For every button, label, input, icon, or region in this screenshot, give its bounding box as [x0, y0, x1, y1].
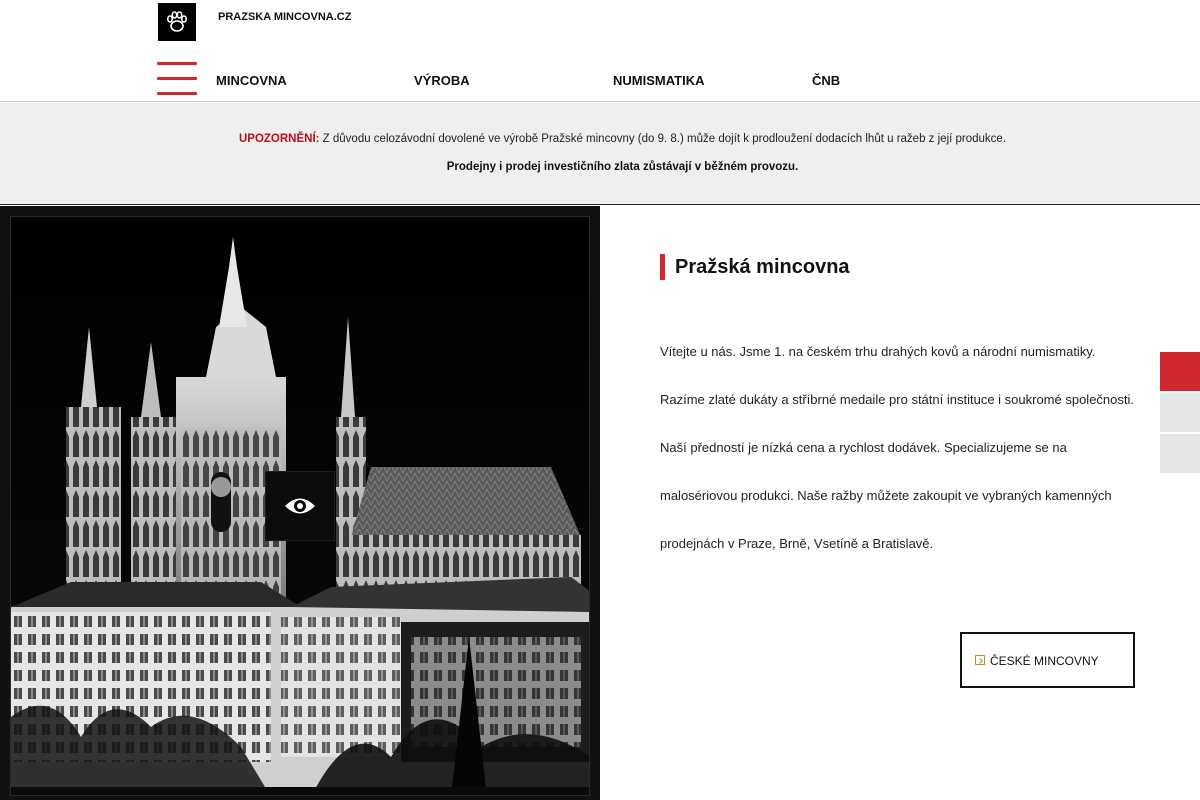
side-tab-1[interactable]: [1160, 352, 1200, 391]
paw-icon: [163, 8, 191, 36]
intro-paragraph-5: prodejnách v Praze, Brně, Vsetíně a Bratislavě.: [660, 536, 934, 551]
intro-paragraph-3: Naší předností je nízká cena a rychlost dodávek. Specializujeme se na: [660, 440, 1067, 455]
intro-paragraph-1: Vítejte u nás. Jsme 1. na českém trhu drahých kovů a národní numismatiky.: [660, 344, 1096, 359]
notice-text: [0, 133, 1200, 145]
intro-paragraph-2: Razíme zlaté dukáty a stříbrné medaile pro státní instituce i soukromé společnosti.: [660, 392, 1134, 407]
notice-label: UPOZORNĚNÍ:: [238, 133, 320, 145]
page-title: Pražská mincovna: [675, 256, 850, 278]
hamburger-menu-icon[interactable]: [157, 62, 197, 96]
logo[interactable]: [158, 3, 196, 41]
nav-item-mincovna[interactable]: MINCOVNA: [216, 73, 287, 88]
notice-message: Z důvodu celozávodní dovolené ve výrobě Pražské mincovny (do 9. 8.) může dojít k prodloužení dodacích lhůt u ražeb z její produkce.: [319, 133, 1007, 145]
cta-label: ČESKÉ MINCOVNY: [990, 654, 1099, 668]
site-name[interactable]: PRAZSKA MINCOVNA.CZ: [218, 11, 352, 23]
arrow-right-box-icon: [975, 655, 985, 665]
notice-secondary-text: Prodejny i prodej investičního zlata zůstávají v běžném provozu.: [446, 161, 799, 173]
title-accent-bar: [660, 254, 665, 280]
ceske-mincovny-button[interactable]: [960, 632, 1135, 688]
site-header: [0, 0, 1200, 102]
nav-item-cnb[interactable]: ČNB: [812, 73, 841, 88]
view-image-button[interactable]: [265, 471, 335, 541]
nav-item-numismatika[interactable]: NUMISMATIKA: [613, 73, 705, 88]
hero-image-panel: [0, 206, 600, 800]
notice-banner: [0, 103, 1200, 205]
intro-paragraph-4: malosériovou produkci. Naše ražby můžete zakoupit ve vybraných kamenných: [660, 488, 1112, 503]
eye-icon: [284, 495, 316, 517]
side-tab-3[interactable]: [1160, 434, 1200, 473]
side-tab-2[interactable]: [1160, 393, 1200, 432]
nav-item-vyroba[interactable]: VÝROBA: [414, 73, 470, 88]
intro-section: [600, 206, 1200, 800]
